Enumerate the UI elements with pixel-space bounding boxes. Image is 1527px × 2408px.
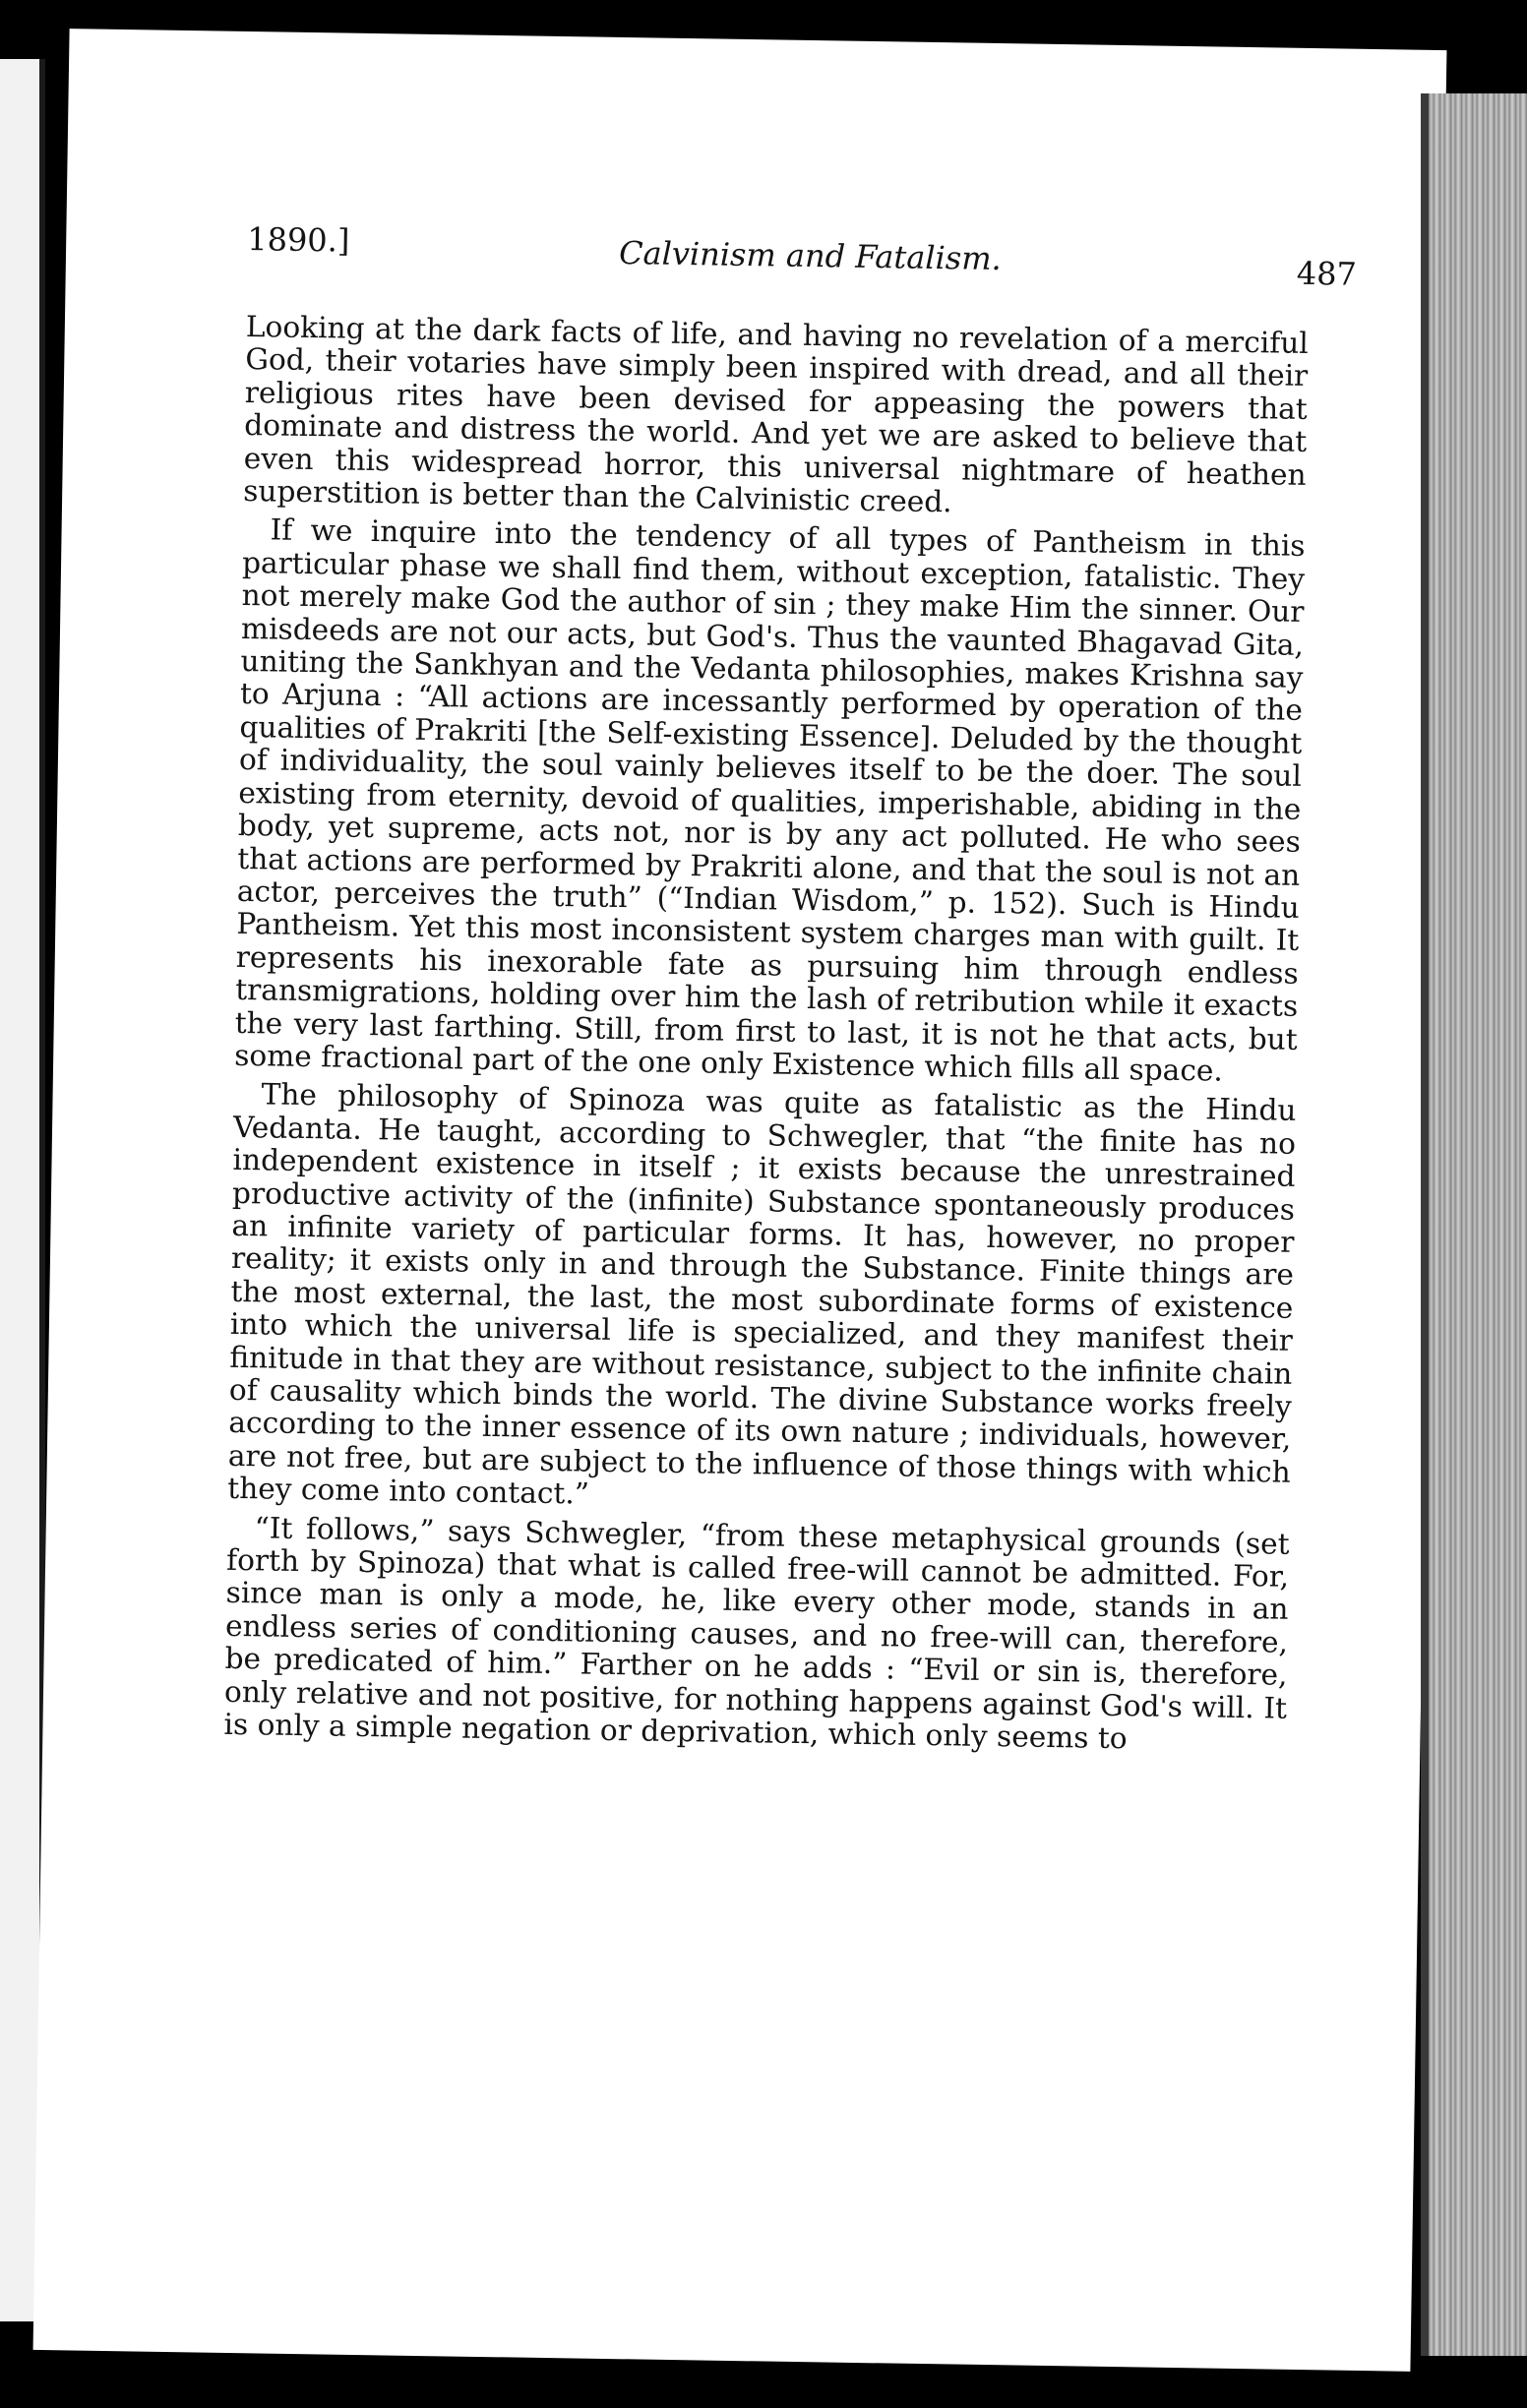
page-sheet [33, 29, 1447, 2372]
page-stack-edge [1421, 93, 1527, 2356]
running-head [196, 180, 1358, 293]
running-head-title: Calvinism and Fatalism. [618, 233, 1003, 278]
paragraph-1: Looking at the dark facts of life, and having no revelation of a merciful God, their votaries have simply been inspired with dread, and all their religious rites have been devised for appeasing the powers that dominate and distress the world. And yet we are asked to believe that even this widespread horror, this universal nightmare of heathen superstition is better than the Calvinistic creed. [242, 310, 1310, 519]
body-text [223, 311, 1309, 1764]
page-number: 487 [1296, 254, 1358, 293]
paragraph-2: If we inquire into the tendency of all types of Pantheism in this particular phase we shall find them, without exception, fatalistic. They not merely make God the author of sin ; they make Him the sinner. Our misdeeds are not our acts, but God's. Thus the vaunted Bhagavad Gita, uniting the Sankhyan and the Vedanta philosophies, makes Krishna say to Arjuna : “All actions are incessantly performed by operation of the qualities of Prakriti [the Self-existing Essence]. Deluded by the thought of individuality, the soul vainly believes itself to be the doer. The soul existing from eternity, devoid of qualities, imperishable, abiding in the body, yet supreme, acts not, nor is by any act polluted. He who sees that actions are performed by Prakriti alone, and that the soul is not an actor, perceives the truth” (“Indian Wisdom,” p. 152). Such is Hindu Pantheism. Yet this most inconsistent system charges man with guilt. It represents his inexorable fate as pursuing him through endless transmigrations, holding over him the lash of retribution while it exacts the very last farthing. Still, from first to last, it is not he that acts, but some fractional part of the one only Existence which fills all space. [233, 512, 1306, 1088]
paragraph-3: The philosophy of Spinoza was quite as fatalistic as the Hindu Vedanta. He taught, according to Schwegler, that “the finite has no independent existence in itself ; it exists because the unrestrained productive activity of the (infinite) Substance spontaneously produces an infinite variety of particular forms. It has, however, no proper reality; it exists only in and through the Substance. Finite things are the most external, the last, the most subordinate forms of existence into which the universal life is specialized, and they manifest their finitude in that they are without resistance, subject to the infinite chain of causality which binds the world. The divine Substance works freely according to the inner essence of its own nature ; individuals, however, are not free, but are subject to the influence of those things with which they come into contact.” [227, 1077, 1297, 1511]
running-head-year: 1890.] [246, 220, 350, 260]
paragraph-4: “It follows,” says Schwegler, “from these metaphysical grounds (set forth by Spinoza) that what is called free-will cannot be admitted. For, since man is only a mode, he, like every other mode, stands in an endless series of conditioning causes, and no free-will can, therefore, be predicated of him.” Farther on he adds : “Evil or sin is, therefore, only relative and not positive, for nothing happens against God's will. It is only a simple negation or deprivation, which only seems to [223, 1510, 1290, 1756]
text-block [196, 180, 1358, 1756]
